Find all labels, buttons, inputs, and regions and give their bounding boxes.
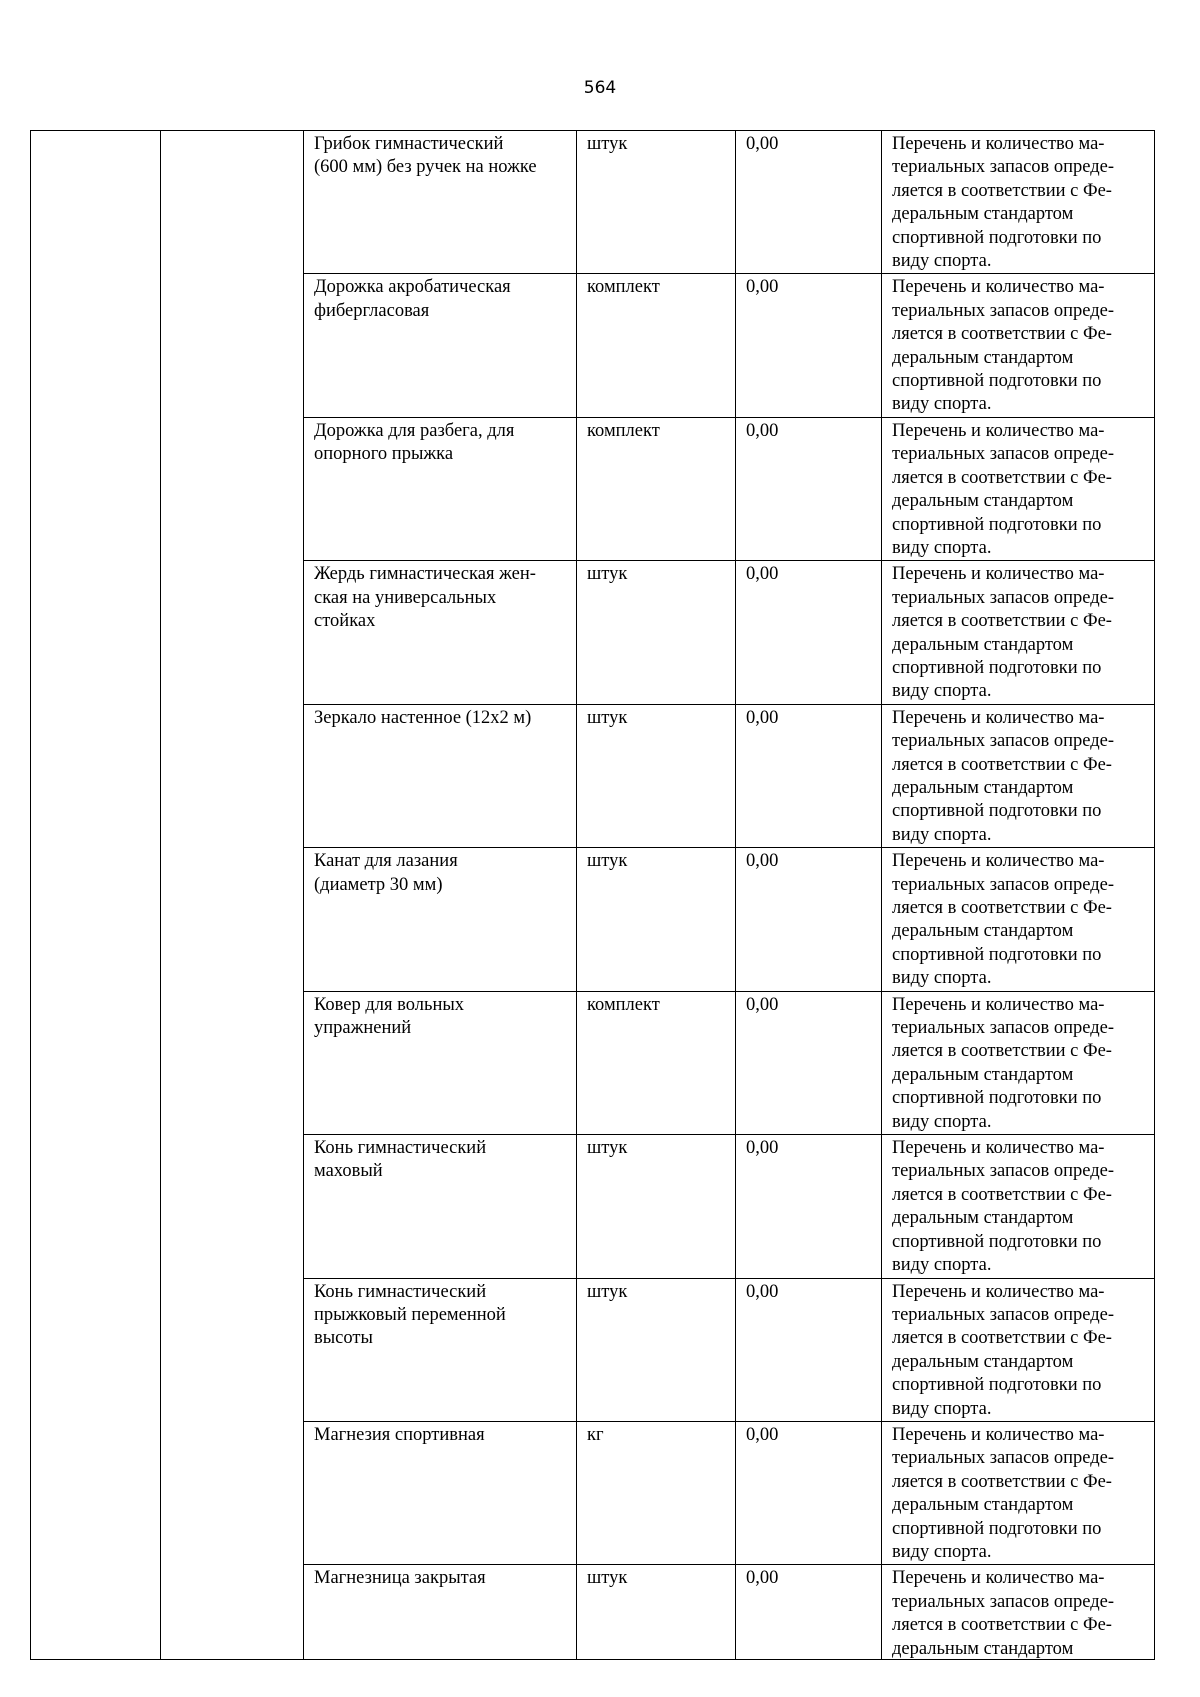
item-note-cell: [882, 1421, 1155, 1564]
item-name-line: Магнезница закрытая: [314, 1568, 486, 1589]
item-note-line: Перечень и количество ма-: [892, 707, 1105, 728]
item-quantity: 0,00: [746, 1424, 779, 1445]
item-quantity-cell: [736, 417, 882, 560]
item-name: [304, 992, 576, 1041]
item-quantity: 0,00: [746, 1138, 779, 1159]
item-note: [882, 418, 1154, 560]
item-name-cell: [304, 1278, 577, 1421]
item-unit: комплект: [587, 277, 660, 298]
item-name-line: упражнений: [314, 1018, 412, 1039]
item-note-line: ляется в соответствии с Фе-: [892, 1471, 1112, 1492]
item-unit: штук: [587, 851, 628, 872]
item-note-line: териальных запасов опреде-: [892, 1448, 1115, 1469]
item-quantity: 0,00: [746, 134, 779, 154]
item-note-line: Перечень и количество ма-: [892, 1424, 1105, 1445]
item-name-line: Конь гимнастический: [314, 1138, 487, 1159]
item-unit: штук: [587, 564, 628, 585]
item-unit-cell: [577, 417, 736, 560]
item-name: [304, 1565, 576, 1590]
item-unit-cell: [577, 991, 736, 1134]
item-name-line: Зеркало настенное (12x2 м): [314, 707, 532, 728]
item-note-line: териальных запасов опреде-: [892, 157, 1115, 178]
item-note-line: ляется в соответствии с Фе-: [892, 467, 1112, 488]
item-name-line: Магнезия спортивная: [314, 1424, 485, 1445]
item-note-line: Перечень и количество ма-: [892, 420, 1105, 441]
item-name-cell: [304, 1135, 577, 1278]
item-quantity: 0,00: [746, 564, 779, 585]
item-unit-cell: [577, 1565, 736, 1660]
item-note: [882, 1279, 1154, 1421]
item-note-line: териальных запасов опреде-: [892, 444, 1115, 465]
item-unit: штук: [587, 1138, 628, 1159]
item-quantity: 0,00: [746, 1568, 779, 1589]
item-quantity-cell: [736, 1565, 882, 1660]
table-body: [31, 131, 1155, 1660]
item-note-line: деральным стандартом: [892, 1495, 1074, 1516]
item-name-line: (диаметр 30 мм): [314, 874, 443, 895]
item-note-line: виду спорта.: [892, 537, 992, 558]
item-quantity: 0,00: [746, 420, 779, 441]
item-name-line: Дорожка акробатическая: [314, 277, 511, 298]
item-note-line: Перечень и количество ма-: [892, 851, 1105, 872]
item-name-line: фибергласовая: [314, 300, 430, 321]
item-quantity-cell: [736, 848, 882, 991]
item-name: [304, 1422, 576, 1447]
item-unit-cell: [577, 848, 736, 991]
item-note-line: Перечень и количество ма-: [892, 134, 1105, 154]
item-note-line: Перечень и количество ма-: [892, 1138, 1105, 1159]
item-quantity: 0,00: [746, 277, 779, 298]
item-name: [304, 561, 576, 633]
item-note-line: ляется в соответствии с Фе-: [892, 180, 1112, 201]
item-note-line: виду спорта.: [892, 1541, 992, 1562]
item-note-cell: [882, 561, 1155, 704]
item-name-line: опорного прыжка: [314, 444, 454, 465]
item-note-cell: [882, 704, 1155, 847]
item-quantity-cell: [736, 274, 882, 417]
table-row: [31, 131, 1155, 274]
item-note-cell: [882, 991, 1155, 1134]
item-name-cell: [304, 991, 577, 1134]
item-note-line: виду спорта.: [892, 1111, 992, 1132]
item-name-line: ская на универсальных: [314, 587, 497, 608]
item-quantity-cell: [736, 1421, 882, 1564]
item-note-line: ляется в соответствии с Фе-: [892, 1328, 1112, 1349]
item-name-cell: [304, 417, 577, 560]
item-note-line: спортивной подготовки по: [892, 1375, 1102, 1396]
item-name-line: Канат для лазания: [314, 851, 458, 872]
item-note-cell: [882, 1278, 1155, 1421]
item-note-line: деральным стандартом: [892, 1064, 1074, 1085]
item-note-line: Перечень и количество ма-: [892, 277, 1105, 298]
item-name-line: Конь гимнастический: [314, 1281, 487, 1302]
item-name-line: маховый: [314, 1161, 383, 1182]
item-name: [304, 848, 576, 897]
item-unit: штук: [587, 134, 628, 154]
item-unit-cell: [577, 704, 736, 847]
item-note-cell: [882, 131, 1155, 274]
item-note: [882, 1135, 1154, 1277]
item-quantity-cell: [736, 1278, 882, 1421]
item-name-line: Жердь гимнастическая жен-: [314, 564, 536, 585]
item-note-line: деральным стандартом: [892, 634, 1074, 655]
item-note-line: деральным стандартом: [892, 491, 1074, 512]
item-quantity-cell: [736, 1135, 882, 1278]
item-quantity: 0,00: [746, 1281, 779, 1302]
item-note-line: Перечень и количество ма-: [892, 994, 1105, 1015]
item-note-line: спортивной подготовки по: [892, 514, 1102, 535]
item-note-line: Перечень и количество ма-: [892, 1281, 1105, 1302]
item-note-line: спортивной подготовки по: [892, 1231, 1102, 1252]
item-name-cell: [304, 1421, 577, 1564]
item-note-cell: [882, 417, 1155, 560]
item-name-cell: [304, 1565, 577, 1660]
item-note: [882, 848, 1154, 990]
item-note-line: Перечень и количество ма-: [892, 564, 1105, 585]
item-note-line: виду спорта.: [892, 681, 992, 702]
merged-column-2: [161, 131, 304, 1660]
item-quantity: 0,00: [746, 707, 779, 728]
item-name-cell: [304, 561, 577, 704]
item-note-cell: [882, 274, 1155, 417]
item-note-line: деральным стандартом: [892, 1351, 1074, 1372]
item-quantity-cell: [736, 561, 882, 704]
item-note: [882, 1565, 1154, 1659]
item-quantity-cell: [736, 131, 882, 274]
item-unit-cell: [577, 274, 736, 417]
item-note-line: ляется в соответствии с Фе-: [892, 898, 1112, 918]
item-name-line: Дорожка для разбега, для: [314, 420, 515, 441]
item-name: [304, 1135, 576, 1184]
item-unit: комплект: [587, 420, 660, 441]
item-note-line: ляется в соответствии с Фе-: [892, 324, 1112, 345]
item-name-cell: [304, 848, 577, 991]
item-note-line: спортивной подготовки по: [892, 1518, 1102, 1539]
item-note-line: спортивной подготовки по: [892, 944, 1102, 965]
item-note: [882, 131, 1154, 273]
item-note-line: териальных запасов опреде-: [892, 874, 1115, 895]
item-name-line: стойках: [314, 611, 376, 632]
item-note-line: деральным стандартом: [892, 777, 1074, 798]
item-note-line: деральным стандартом: [892, 921, 1074, 942]
merged-column-1: [31, 131, 161, 1660]
item-note-line: виду спорта.: [892, 968, 992, 989]
item-name-line: Грибок гимнастический: [314, 134, 504, 154]
item-note-line: деральным стандартом: [892, 1638, 1074, 1659]
item-note: [882, 992, 1154, 1134]
item-quantity: 0,00: [746, 851, 779, 872]
item-note-line: виду спорта.: [892, 824, 992, 845]
item-note-line: виду спорта.: [892, 1398, 992, 1419]
item-note: [882, 1422, 1154, 1564]
page-number: 564: [583, 78, 617, 98]
item-unit-cell: [577, 131, 736, 274]
item-name-line: Ковер для вольных: [314, 994, 465, 1015]
item-note-line: ляется в соответствии с Фе-: [892, 611, 1112, 632]
equipment-table: [30, 130, 1155, 1660]
item-note-cell: [882, 1135, 1155, 1278]
item-note-line: деральным стандартом: [892, 204, 1074, 225]
item-note-line: спортивной подготовки по: [892, 227, 1102, 248]
item-note: [882, 561, 1154, 703]
item-name-line: высоты: [314, 1328, 373, 1349]
item-name-line: прыжковый переменной: [314, 1304, 506, 1325]
item-name: [304, 131, 576, 180]
item-unit: штук: [587, 1568, 628, 1589]
item-quantity: 0,00: [746, 994, 779, 1015]
item-note-line: виду спорта.: [892, 251, 992, 272]
item-note-line: ляется в соответствии с Фе-: [892, 1041, 1112, 1062]
item-note-line: териальных запасов опреде-: [892, 731, 1115, 752]
item-note-line: териальных запасов опреде-: [892, 1018, 1115, 1039]
item-unit-cell: [577, 1135, 736, 1278]
item-name: [304, 418, 576, 467]
item-note-line: спортивной подготовки по: [892, 657, 1102, 678]
item-name-line: (600 мм) без ручек на ножке: [314, 157, 537, 178]
item-quantity-cell: [736, 704, 882, 847]
item-name: [304, 705, 576, 730]
item-unit: комплект: [587, 994, 660, 1015]
item-note-line: Перечень и количество ма-: [892, 1568, 1105, 1589]
item-name-cell: [304, 704, 577, 847]
item-note-line: спортивной подготовки по: [892, 1088, 1102, 1109]
item-unit: штук: [587, 707, 628, 728]
item-note-line: спортивной подготовки по: [892, 801, 1102, 822]
item-note-line: териальных запасов опреде-: [892, 1591, 1115, 1612]
item-note-line: териальных запасов опреде-: [892, 300, 1115, 321]
item-unit-cell: [577, 1421, 736, 1564]
item-note-line: деральным стандартом: [892, 347, 1074, 368]
item-note-line: териальных запасов опреде-: [892, 587, 1115, 608]
item-unit: штук: [587, 1281, 628, 1302]
item-note-line: виду спорта.: [892, 394, 992, 415]
item-note-line: ляется в соответствии с Фе-: [892, 1615, 1112, 1636]
item-note-line: териальных запасов опреде-: [892, 1161, 1115, 1182]
item-name-cell: [304, 131, 577, 274]
item-note-line: виду спорта.: [892, 1255, 992, 1276]
item-note-cell: [882, 1565, 1155, 1660]
item-note-line: спортивной подготовки по: [892, 371, 1102, 392]
item-unit-cell: [577, 561, 736, 704]
item-note-line: ляется в соответствии с Фе-: [892, 754, 1112, 775]
item-quantity-cell: [736, 991, 882, 1134]
item-name-cell: [304, 274, 577, 417]
item-note: [882, 705, 1154, 847]
item-name: [304, 274, 576, 323]
item-note-cell: [882, 848, 1155, 991]
item-unit-cell: [577, 1278, 736, 1421]
item-note: [882, 274, 1154, 416]
item-name: [304, 1279, 576, 1351]
item-note-line: деральным стандартом: [892, 1208, 1074, 1229]
item-note-line: териальных запасов опреде-: [892, 1304, 1115, 1325]
item-note-line: ляется в соответствии с Фе-: [892, 1184, 1112, 1205]
item-unit: кг: [587, 1424, 604, 1445]
